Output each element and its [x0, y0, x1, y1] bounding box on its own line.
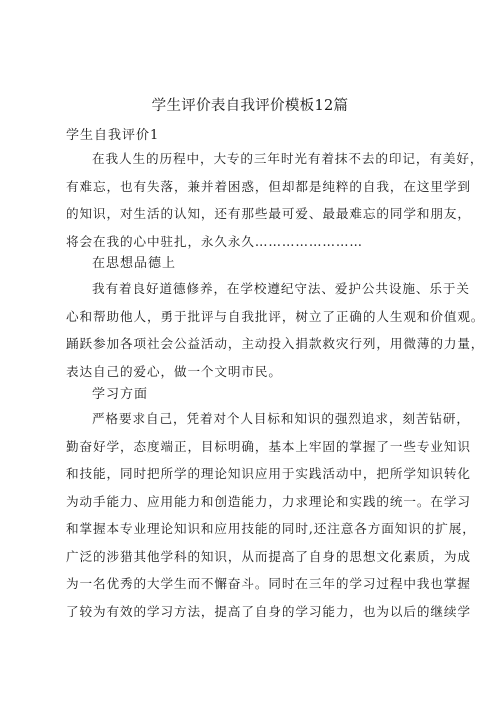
moral-heading: 在思想品德上: [92, 256, 177, 271]
paragraph-line: 为动手能力、应用能力和创造能力，力求理论和实践的统一。在学习: [66, 493, 471, 509]
study-paragraph: [66, 405, 476, 625]
paragraph-line: 和技能，同时把所学的理论知识应用于实践活动中，把所学知识转化: [66, 466, 471, 481]
paragraph-line: 为一名优秀的大学生而不懈奋斗。同时在三年的学习过程中我也掌握: [66, 576, 471, 591]
paragraph-line: 心和帮助他人，勇于批评与自我批评，树立了正确的人生观和价值观。: [66, 308, 485, 324]
paragraph-line: 踊跃参加各项社会公益活动，主动投入捐款救灾行列，用微薄的力量，: [66, 336, 485, 351]
paragraph-line: 和掌握本专业理论知识和应用技能的同时,还注意各方面知识的扩展，: [66, 521, 476, 536]
paragraph-line: 严格要求自己，凭着对个人目标和知识的强烈追求，刻苦钻研，: [92, 411, 470, 426]
paragraph-line: 了较为有效的学习方法，提高了自身的学习能力，也为以后的继续学: [66, 603, 471, 619]
paragraph-line: 勤奋好学，态度端正，目标明确，基本上牢固的掌握了一些专业知识: [66, 438, 471, 454]
paragraph-line: 在我人生的历程中，大专的三年时光有着抹不去的印记，有美好，: [92, 151, 484, 166]
paragraph-line: 广泛的涉猎其他学科的知识，从而提高了自身的思想文化素质，为成: [66, 548, 471, 564]
moral-paragraph: [66, 275, 485, 385]
paragraph-line: 的知识，对生活的认知，还有那些最可爱、最最难忘的同学和朋友，: [66, 206, 471, 221]
paragraph-line: 有难忘，也有失落，兼并着困惑，但却都是纯粹的自我，在这里学到: [66, 178, 471, 194]
section-heading: 学生自我评价1: [66, 128, 160, 143]
study-heading: 学习方面: [92, 387, 149, 402]
paragraph-line: 表达自己的爱心，做一个文明市民。: [66, 363, 282, 379]
document-title: 学生评价表自我评价模板12篇: [151, 98, 349, 114]
intro-paragraph: [66, 145, 484, 255]
paragraph-line: 我有着良好道德修养，在学校遵纪守法、爱护公共设施、乐于关: [92, 281, 470, 296]
paragraph-line: 将会在我的心中驻扎，永久永久……………………: [66, 233, 363, 249]
